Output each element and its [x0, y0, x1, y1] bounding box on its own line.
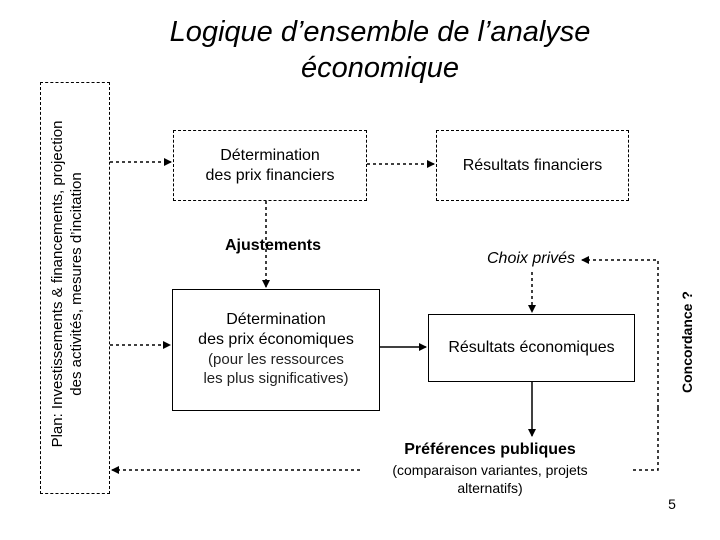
- concordance-loop-bottom: [630, 408, 658, 470]
- resultats-economiques-label: Résultats économiques: [448, 339, 615, 356]
- prix-economiques-note-2: les plus significatives): [203, 370, 349, 387]
- prix-financiers-line-1: Détermination: [220, 146, 320, 164]
- prix-economiques-note-1: (pour les ressources: [208, 351, 344, 368]
- title-line-1: Logique d’ensemble de l’analyse: [169, 16, 591, 48]
- title-line-2: économique: [301, 52, 459, 84]
- preferences-note-2: alternatifs): [457, 480, 523, 496]
- preferences-note-1: (comparaison variantes, projets: [392, 462, 588, 478]
- prix-financiers-line-2: des prix financiers: [205, 166, 335, 184]
- concordance-label: Concordance ?: [679, 291, 695, 393]
- choix-prives-label: Choix privés: [486, 250, 576, 267]
- prix-economiques-line-2: des prix économiques: [198, 331, 354, 348]
- plan-label-line-1: Plan: Investissements & financements, projection: [49, 120, 66, 448]
- preferences-title: Préférences publiques: [404, 441, 576, 458]
- resultats-financiers-label: Résultats financiers: [462, 156, 603, 174]
- page-number: 5: [668, 496, 676, 512]
- ajustements-label: Ajustements: [224, 237, 322, 254]
- concordance-loop-top: [582, 260, 658, 408]
- prix-economiques-line-1: Détermination: [226, 311, 326, 328]
- plan-label-line-2: des activités, mesures d’incitation: [68, 172, 85, 396]
